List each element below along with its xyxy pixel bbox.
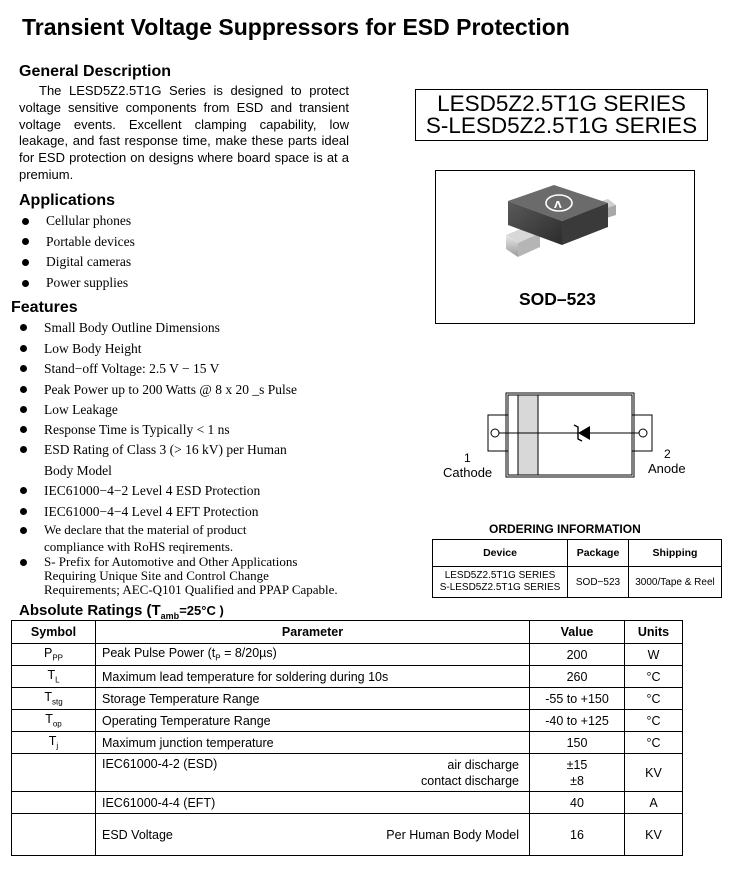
ordering-package: SOD−523 — [568, 567, 629, 598]
unit-cell: KV — [625, 754, 683, 792]
symbol: T — [48, 734, 57, 749]
table-row — [433, 567, 722, 598]
symbol-sub: L — [55, 675, 60, 685]
value-cell: 260 — [530, 666, 625, 688]
value-cell — [530, 754, 625, 792]
features-list — [17, 318, 297, 521]
pin1-label: Cathode — [443, 465, 493, 480]
list-item-continued: Requirements; AEC-Q101 Qualified and PPAP Capable. — [44, 582, 338, 598]
value-cell: 150 — [530, 732, 625, 754]
unit-cell: °C — [625, 666, 683, 688]
header-value: Value — [530, 621, 625, 644]
device-name: S-LESD5Z2.5T1G SERIES — [439, 582, 561, 593]
series-line-1: LESD5Z2.5T1G SERIES — [437, 91, 686, 116]
list-item-continued: Requiring Unique Site and Control Change — [44, 568, 269, 584]
unit-cell: °C — [625, 688, 683, 710]
list-item: Peak Power up to 200 Watts @ 8 x 20 _s Pulse — [17, 380, 297, 401]
table-row — [12, 644, 683, 666]
list-item: Portable devices — [19, 232, 135, 253]
list-item — [17, 555, 338, 569]
symbol: T — [45, 712, 53, 727]
symbol-sub: op — [52, 719, 62, 729]
symbol-sub: stg — [51, 697, 63, 707]
symbol-cell — [12, 814, 96, 856]
pin2-number: 2 — [664, 447, 671, 461]
table-row — [12, 710, 683, 732]
ordering-header-device: Device — [433, 540, 568, 567]
symbol-cell — [12, 732, 96, 754]
value-cell: 200 — [530, 644, 625, 666]
general-description-text — [19, 83, 349, 184]
chip-logo: Λ — [554, 200, 562, 211]
device-name: LESD5Z2.5T1G SERIES — [444, 570, 556, 581]
list-item: Low Leakage — [17, 400, 297, 420]
contact-discharge-label: contact discharge — [421, 774, 519, 788]
table-row — [12, 814, 683, 856]
pin1-number: 1 — [464, 451, 471, 465]
table-row — [12, 754, 683, 792]
parameter-cell — [96, 814, 530, 856]
absolute-title-end: =25°C ) — [179, 603, 224, 618]
air-discharge-label: air discharge — [447, 758, 519, 772]
series-box — [415, 89, 708, 141]
table-header-row — [12, 621, 683, 644]
parameter-cell: IEC61000-4-4 (EFT) — [96, 792, 530, 814]
unit-cell: W — [625, 644, 683, 666]
list-item: Power supplies — [19, 273, 135, 294]
symbol: T — [44, 690, 52, 705]
general-description-heading: General Description — [19, 63, 172, 80]
list-item: Small Body Outline Dimensions — [17, 318, 297, 339]
absolute-title-text: Absolute Ratings (T — [19, 602, 161, 619]
value-cell: 16 — [530, 814, 625, 856]
list-item-text: We declare that the material of product — [44, 522, 247, 537]
value-cell: 40 — [530, 792, 625, 814]
pin-diagram — [480, 385, 660, 485]
symbol-cell — [12, 710, 96, 732]
parameter-cell: Maximum junction temperature — [96, 732, 530, 754]
list-item: ESD Rating of Class 3 (> 16 kV) per Human — [17, 440, 297, 461]
parameter-sub: P — [215, 653, 221, 663]
unit-cell: °C — [625, 732, 683, 754]
symbol-sub: j — [56, 741, 59, 751]
list-item-continued: Body Model — [44, 462, 112, 478]
general-description-body: The LESD5Z2.5T1G Series is designed to protect voltage sensitive components from ESD and transient voltage events. Excellent clamping capability, low leakage, and fast response time, make these parts ideal for ESD protection on designs where board space is at a premium. — [19, 83, 349, 182]
parameter-cell: Maximum lead temperature for soldering during 10s — [96, 666, 530, 688]
applications-list — [19, 211, 135, 294]
table-row — [12, 732, 683, 754]
parameter-cell: Storage Temperature Range — [96, 688, 530, 710]
table-row — [12, 666, 683, 688]
bullet-icon — [20, 559, 27, 566]
list-item-continued: compliance with RoHS reqirements. — [44, 538, 234, 554]
value-cell: -40 to +125 — [530, 710, 625, 732]
value-cell: -55 to +150 — [530, 688, 625, 710]
parameter-cell — [96, 754, 530, 792]
package-label: SOD–523 — [519, 289, 596, 309]
parameter-cell — [96, 644, 530, 666]
symbol-cell — [12, 666, 96, 688]
table-row — [12, 792, 683, 814]
value-contact: ±8 — [570, 773, 584, 788]
symbol-sub: PP — [52, 653, 63, 663]
absolute-ratings-table — [11, 620, 683, 856]
ordering-title: ORDERING INFORMATION — [489, 522, 641, 536]
symbol-cell — [12, 688, 96, 710]
unit-cell: A — [625, 792, 683, 814]
bullet-icon — [20, 527, 27, 534]
applications-heading: Applications — [19, 192, 116, 209]
header-symbol: Symbol — [12, 621, 96, 644]
list-item: Stand−off Voltage: 2.5 V − 15 V — [17, 359, 297, 380]
parameter: IEC61000-4-2 (ESD) — [102, 757, 218, 771]
header-parameter: Parameter — [96, 621, 530, 644]
list-item: IEC61000−4−4 Level 4 EFT Protection — [17, 502, 297, 522]
parameter-note: Per Human Body Model — [386, 827, 519, 842]
series-line-2: S-LESD5Z2.5T1G SERIES — [425, 113, 698, 138]
page-title: Transient Voltage Suppressors for ESD Protection — [22, 14, 570, 40]
list-item: Low Body Height — [17, 339, 297, 360]
list-item — [17, 522, 247, 539]
symbol-cell — [12, 754, 96, 792]
unit-cell: KV — [625, 814, 683, 856]
symbol: T — [47, 668, 56, 683]
symbol-cell — [12, 792, 96, 814]
features-prefix — [17, 555, 338, 598]
parameter-cell: Operating Temperature Range — [96, 710, 530, 732]
list-item: IEC61000−4−2 Level 4 ESD Protection — [17, 481, 297, 502]
absolute-ratings-title — [19, 602, 224, 621]
header-units: Units — [625, 621, 683, 644]
absolute-title-sub: amb — [160, 611, 180, 621]
ordering-header-shipping: Shipping — [629, 540, 722, 567]
parameter: Peak Pulse Power (t — [102, 646, 216, 661]
parameter: ESD Voltage — [102, 827, 173, 842]
ordering-shipping: 3000/Tape & Reel — [629, 567, 722, 598]
list-item: Cellular phones — [19, 211, 135, 232]
symbol: P — [43, 646, 53, 661]
pin2-label: Anode — [648, 461, 686, 476]
diode-arrow-icon — [578, 426, 590, 440]
features-heading: Features — [11, 299, 78, 316]
value-air: ±15 — [566, 757, 588, 772]
features-rohs — [17, 522, 247, 555]
ordering-header-package: Package — [568, 540, 629, 567]
list-item: Response Time is Typically < 1 ns — [17, 420, 297, 441]
ordering-device — [433, 567, 568, 598]
ordering-table — [432, 539, 722, 598]
unit-cell: °C — [625, 710, 683, 732]
parameter-end: = 8/20µs) — [220, 646, 277, 661]
discharge-notes — [421, 757, 519, 789]
list-item: Digital cameras — [19, 252, 135, 273]
list-item-text: S- Prefix for Automotive and Other Applications — [44, 554, 298, 569]
symbol-cell — [12, 644, 96, 666]
table-row — [12, 688, 683, 710]
